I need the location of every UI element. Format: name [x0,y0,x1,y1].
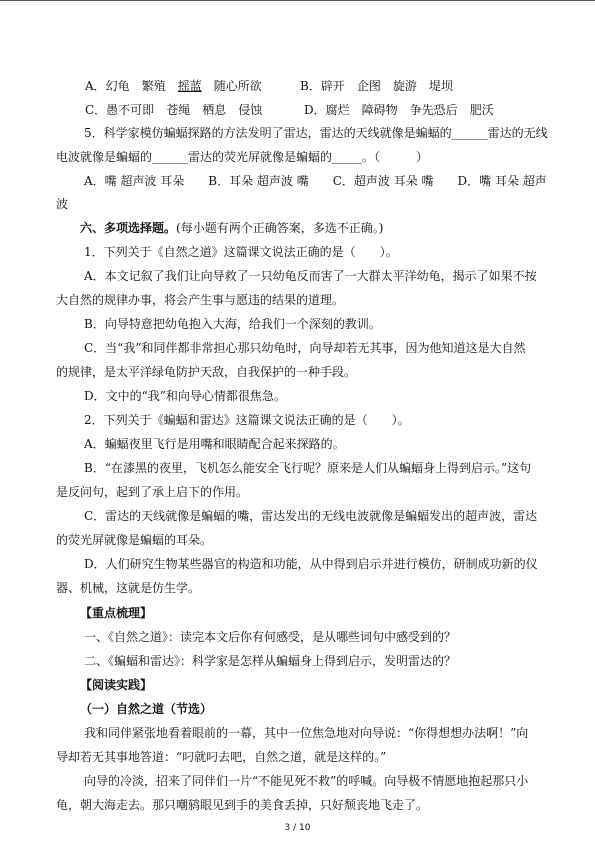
mq1-stem: 1．下列关于《自然之道》这篇课文说法正确的是（ ）。 [84,245,398,259]
reading-subheading: （一）自然之道（节选） [80,702,213,716]
underlined-word: 摇蓝 [177,79,202,93]
reading-para2-cont: 龟，朝大海走去。那只嘲鸫眼见到手的美食丢掉，只好颓丧地飞走了。 [56,798,429,812]
q5-options-cont: 波 [56,197,69,211]
mq2-stem: 2．下列关于《蝙蝠和雷达》这篇课文说法正确的是（ ）。 [84,413,410,427]
q4-option-b: B．辟开 企图 旋游 堤坝 [300,79,453,93]
q4-option-a: A．幻龟 繁殖 摇蓝 随心所欲 [85,79,262,93]
page-number: 3 / 10 [284,823,311,833]
mq2-option-a: A．蝙蝠夜里飞行是用嘴和眼睛配合起来探路的。 [84,437,345,451]
reading-para1: 我和同伴紧张地看着眼前的一幕，其中一位焦急地对向导说：“你得想想办法啊！”向 [84,726,529,740]
mq2-option-d-cont: 器、机械，这就是仿生学。 [56,581,201,595]
key-points-heading: 【重点梳理】 [80,606,153,620]
mq1-option-c-cont: 的规律，是太平洋绿龟防护天敌，自我保护的一种手段。 [56,365,357,379]
q4-option-c: C．愚不可即 苍绳 栖息 侵蚀 [85,103,263,117]
mq1-option-d: D．文中的“我”和向导心情都很焦急。 [84,389,286,403]
mq2-option-b: B．“在漆黑的夜里，飞机怎么能安全飞行呢？原来是人们从蝙蝠身上得到启示。”这句 [84,461,532,475]
mq1-option-a: A．本文记叙了我们让向导救了一只幼龟反而害了一大群太平洋幼龟，揭示了如果不按 [84,269,537,283]
mq1-option-b: B．向导特意把幼龟抱入大海，给我们一个深刻的教训。 [84,317,381,331]
reading-para1-cont: 导却若无其事地答道：“叼就叼去吧，自然之道，就是这样的。” [56,750,387,764]
mq1-option-c: C．当“我”和同伴都非常担心那只幼龟时，向导却若无其事，因为他知道这是大自然 [84,341,526,355]
q5-options: A．嘴 超声波 耳朵 B．耳朵 超声波 嘴 C．超声波 耳朵 嘴 D．嘴 耳朵 超声 [84,174,547,188]
key-point-2: 二、《蝙蝠和雷达》：科学家是怎样从蝙蝠身上得到启示，发明雷达的？ [84,654,457,668]
key-point-1: 一、《自然之道》：读完本文后你有何感受，是从哪些词句中感受到的？ [84,630,457,644]
top-rule [0,0,595,1]
mq2-option-b-cont: 是反问句，起到了承上启下的作用。 [56,485,249,499]
mq2-option-d: D．人们研究生物某些器官的构造和功能，从中得到启示并进行模仿，研制成功新的仪 [84,557,538,571]
reading-para2: 向导的冷淡，招来了同伴们一片“不能见死不救”的呼喊。向导极不情愿地抱起那只小 [84,774,529,788]
q5-line2: 电波就像是蝙蝠的______雷达的荧光屏就像是蝙蝠的_____。（ ） [56,150,429,164]
q4-option-d: D．腐烂 障碍物 争先恐后 肥沃 [304,103,494,117]
section-title: 六、多项选择题。(每小题有两个正确答案，多选不正确。) [80,221,384,235]
q5-line1: 5．科学家模仿蝙蝠探路的方法发明了雷达，雷达的天线就像是蝙蝠的______雷达的无线 [84,126,548,140]
reading-heading: 【阅读实践】 [80,678,153,692]
mq2-option-c-cont: 的荧光屏就像是蝙蝠的耳朵。 [56,533,213,547]
mq2-option-c: C．雷达的天线就像是蝙蝠的嘴，雷达发出的无线电波就像是蝙蝠发出的超声波，雷达 [84,509,538,523]
mq1-option-a-cont: 大自然的规律办事，将会产生事与愿违的结果的道理。 [56,293,345,307]
